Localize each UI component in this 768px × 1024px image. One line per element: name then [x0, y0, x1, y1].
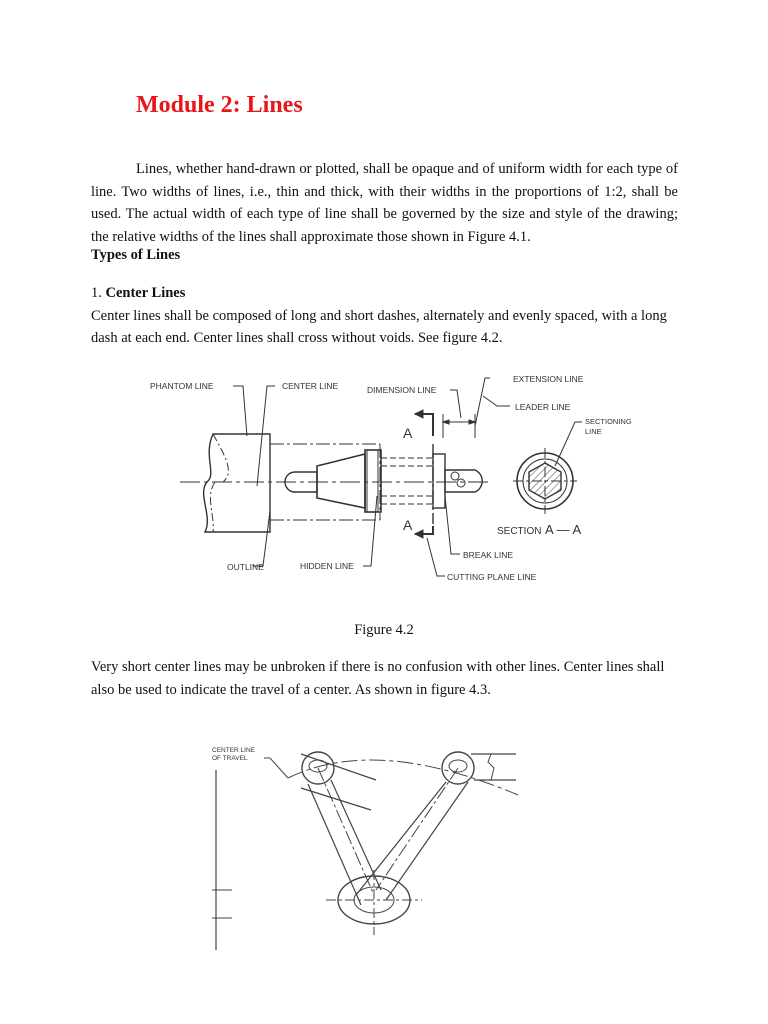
figure-4-3-center-line-of-travel	[206, 740, 536, 950]
leader-line-label: LEADER LINE	[515, 402, 571, 412]
center-line-of-travel-label: CENTER LINE	[212, 747, 255, 754]
extension-line-label: EXTENSION LINE	[513, 374, 584, 384]
center-lines-text: Center lines shall be composed of long and short dashes, alternately and evenly spaced, with a long dash at each end. Center lines shall cross without voids. See figure 4.2.	[91, 307, 667, 346]
break-line-label: BREAK LINE	[463, 550, 514, 560]
sectioning-line-label-2: LINE	[585, 427, 602, 436]
figure-4-2-line-types	[145, 366, 640, 586]
short-center-lines-paragraph: Very short center lines may be unbroken if there is no confusion with other lines. Center lines shall also be used to indicate the travel of a center. As shown in figure 4.3.	[91, 659, 665, 698]
section-label: SECTION	[497, 526, 542, 537]
center-lines-section	[91, 282, 678, 350]
center-lines-number: 1.	[91, 285, 102, 301]
cut-letter-bottom: A	[403, 517, 413, 533]
figure-4-2-caption: Figure 4.2	[354, 622, 414, 638]
phantom-line-label: PHANTOM LINE	[150, 381, 214, 391]
intro-paragraph: Lines, whether hand-drawn or plotted, shall be opaque and of uniform width for each type of line. Two widths of lines, i.e., thin and thick, with their widths in the proportions of 1:2, shall be used. The actual width of each type of line shall be governed by the size and style of the drawing; the relative widths of the lines shall approximate those shown in Figure 4.1.	[91, 161, 678, 245]
page-title: Module 2: Lines	[136, 92, 303, 118]
center-line-of-travel-label-2: OF TRAVEL	[212, 755, 248, 762]
section-id-label: A — A	[545, 522, 582, 537]
hidden-line-label: HIDDEN LINE	[300, 561, 354, 571]
cut-letter-top: A	[403, 425, 413, 441]
types-heading: Types of Lines	[91, 247, 181, 263]
center-line-label: CENTER LINE	[282, 381, 339, 391]
cutting-plane-line-label: CUTTING PLANE LINE	[447, 572, 537, 582]
center-lines-heading: Center Lines	[105, 285, 186, 301]
dimension-line-label: DIMENSION LINE	[367, 385, 437, 395]
outline-label: OUTLINE	[227, 562, 264, 572]
sectioning-line-label: SECTIONING	[585, 417, 632, 426]
